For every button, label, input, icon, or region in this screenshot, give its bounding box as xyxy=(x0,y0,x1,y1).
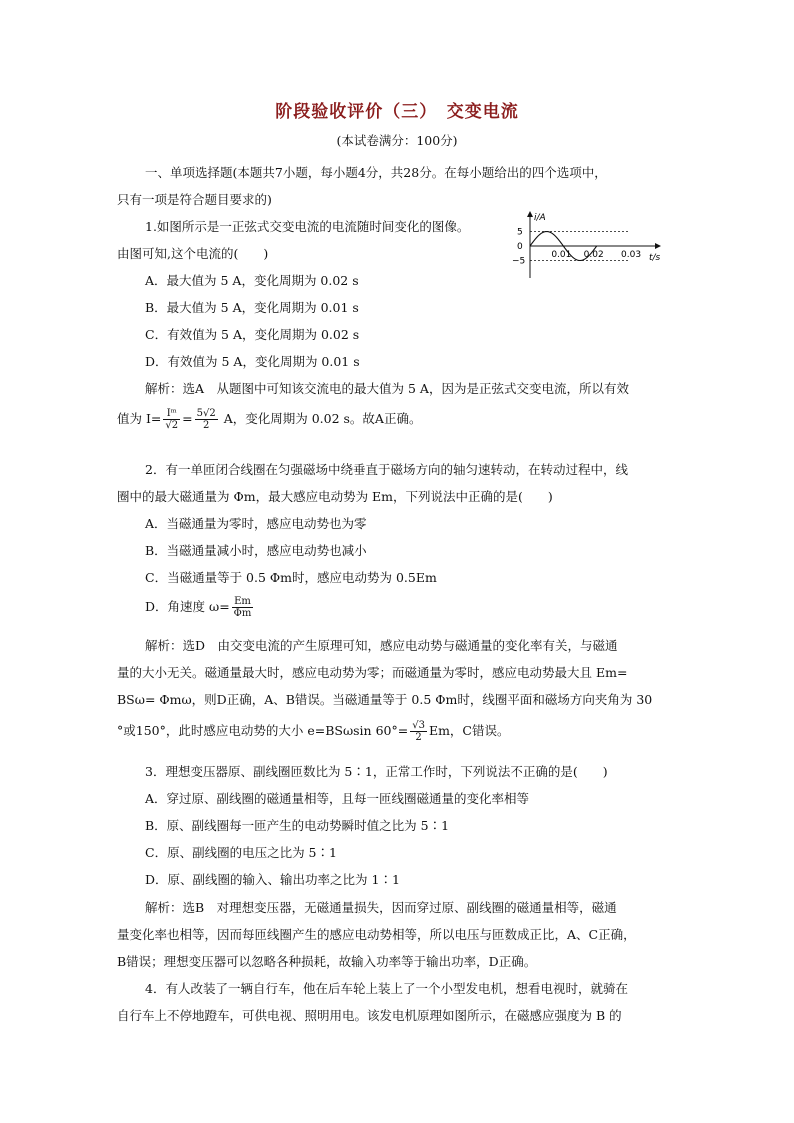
q3-option-d: D．原、副线圈的输入、输出功率之比为 1∶1 xyxy=(145,872,400,887)
q4-stem: 4．有人改装了一辆自行车，他在后车轮上装上了一个小型发电机，想看电视时，就骑在 xyxy=(145,981,628,996)
q1-analysis: 解析：选A 从题图中可知该交流电的最大值为 5 A，因为是正弦式交变电流，所以有效 xyxy=(145,381,629,396)
q2-option-a: A．当磁通量为零时，感应电动势也为零 xyxy=(145,516,367,531)
q1-option-c: C．有效值为 5 A，变化周期为 0.02 s xyxy=(145,327,360,342)
q2-stem: 2．有一单匝闭合线圈在匀强磁场中绕垂直于磁场方向的轴匀速转动，在转动过程中，线 xyxy=(145,462,628,477)
q2-analysis-fraction xyxy=(410,720,427,743)
x-tick-label-0.02: 0.02 xyxy=(583,250,604,260)
q2-option-d-num: Em xyxy=(232,596,254,608)
q2-option-b: B．当磁通量减小时，感应电动势也减小 xyxy=(145,543,367,558)
q1-analysis-pre: 值为 I= xyxy=(117,411,162,426)
x-axis-label: t/s xyxy=(649,253,661,263)
q3-analysis-line3: B错误；理想变压器可以忽略各种损耗，故输入功率等于输出功率，D正确。 xyxy=(117,954,537,969)
q3-option-a: A．穿过原、副线圈的磁通量相等，且每一匝线圈磁通量的变化率相等 xyxy=(145,791,530,806)
q2-analysis-line3: BSω= Φmω，则D正确，A、B错误。当磁通量等于 0.5 Φm时，线圈平面和磁场方向夹角为 30 xyxy=(117,692,653,707)
q1-analysis-cont xyxy=(117,408,421,431)
sine-chart xyxy=(508,208,668,286)
q1-option-b: B．最大值为 5 A，变化周期为 0.01 s xyxy=(145,300,359,315)
q2-option-c: C．当磁通量等于 0.5 Φm时，感应电动势为 0.5Em xyxy=(145,570,437,585)
section-intro: 一、单项选择题(本题共7小题，每小题4分，共28分。在每小题给出的四个选项中， xyxy=(145,165,607,180)
page-title: 阶段验收评价（三） 交变电流 xyxy=(275,102,519,122)
q1-fraction-2 xyxy=(195,408,218,431)
x-tick-label-0.03: 0.03 xyxy=(621,250,642,260)
q1-fraction-1-num: Iᵐ xyxy=(163,408,180,420)
q1-option-a: A．最大值为 5 A，变化周期为 0.02 s xyxy=(145,273,359,288)
q1-fraction-2-den: 2 xyxy=(202,420,210,431)
q2-option-d-pre: D．角速度 ω= xyxy=(145,599,230,614)
q1-stem-cont: 由图可知,这个电流的( ) xyxy=(117,246,269,261)
q3-analysis: 解析：选B 对理想变压器，无磁通量损失，因而穿过原、副线圈的磁通量相等，磁通 xyxy=(145,900,617,915)
q2-analysis-fraction-den: 2 xyxy=(415,732,422,743)
q2-analysis-line4 xyxy=(117,720,510,743)
q1-analysis-post: A，变化周期为 0.02 s。故A正确。 xyxy=(219,411,422,426)
q2-option-d xyxy=(145,596,255,619)
y-axis-arrow xyxy=(527,211,533,217)
q1-fraction-2-num: 5√2 xyxy=(196,408,216,419)
y-tick-label-zero: 0 xyxy=(517,242,523,252)
q2-analysis-fraction-num: √3 xyxy=(412,720,425,731)
q2-stem-cont: 圈中的最大磁通量为 Φm，最大感应电动势为 Em，下列说法中正确的是( ) xyxy=(117,489,553,504)
q1-equals: = xyxy=(182,411,193,426)
section-intro-cont: 只有一项是符合题目要求的) xyxy=(117,192,272,207)
q3-stem: 3．理想变压器原、副线圈匝数比为 5∶1，正常工作时，下列说法不正确的是( ) xyxy=(145,764,608,779)
q3-option-b: B．原、副线圈每一匝产生的电动势瞬时值之比为 5∶1 xyxy=(145,818,450,833)
q1-fraction-1 xyxy=(163,408,180,431)
q2-analysis-line4-post: Em，C错误。 xyxy=(428,723,510,738)
q3-analysis-line2: 量变化率也相等，因而每匝线圈产生的感应电动势相等，所以电压与匝数成正比，A、C正确， xyxy=(117,927,636,942)
q2-analysis: 解析：选D 由交变电流的产生原理可知，感应电动势与磁通量的变化率有关，与磁通 xyxy=(145,638,618,653)
x-axis-arrow xyxy=(655,243,661,249)
q1-stem: 1.如图所示是一正弦式交变电流的电流随时间变化的图像。 xyxy=(145,219,470,234)
q2-analysis-line2: 量的大小无关。磁通量最大时，感应电动势为零；而磁通量为零时，感应电动势最大且 Em= xyxy=(117,665,628,680)
q1-option-d: D．有效值为 5 A，变化周期为 0.01 s xyxy=(145,354,360,369)
q3-option-c: C．原、副线圈的电压之比为 5∶1 xyxy=(145,845,337,860)
y-tick-label-min: −5 xyxy=(512,256,526,267)
page-subtitle: (本试卷满分：100分) xyxy=(336,133,458,148)
q2-option-d-den: Φm xyxy=(233,608,252,619)
x-tick-label-0.01: 0.01 xyxy=(551,250,572,260)
q1-fraction-1-den: √2 xyxy=(165,420,179,431)
q2-option-d-fraction xyxy=(232,596,254,619)
q4-stem-cont: 自行车上不停地蹬车，可供电视、照明用电。该发电机原理如图所示，在磁感应强度为 B 的 xyxy=(117,1008,622,1023)
y-axis-label: i/A xyxy=(534,213,546,223)
y-tick-label-max: 5 xyxy=(517,227,523,238)
q2-analysis-line4-pre: °或150°，此时感应电动势的大小 e=BSωsin 60°= xyxy=(117,723,409,738)
